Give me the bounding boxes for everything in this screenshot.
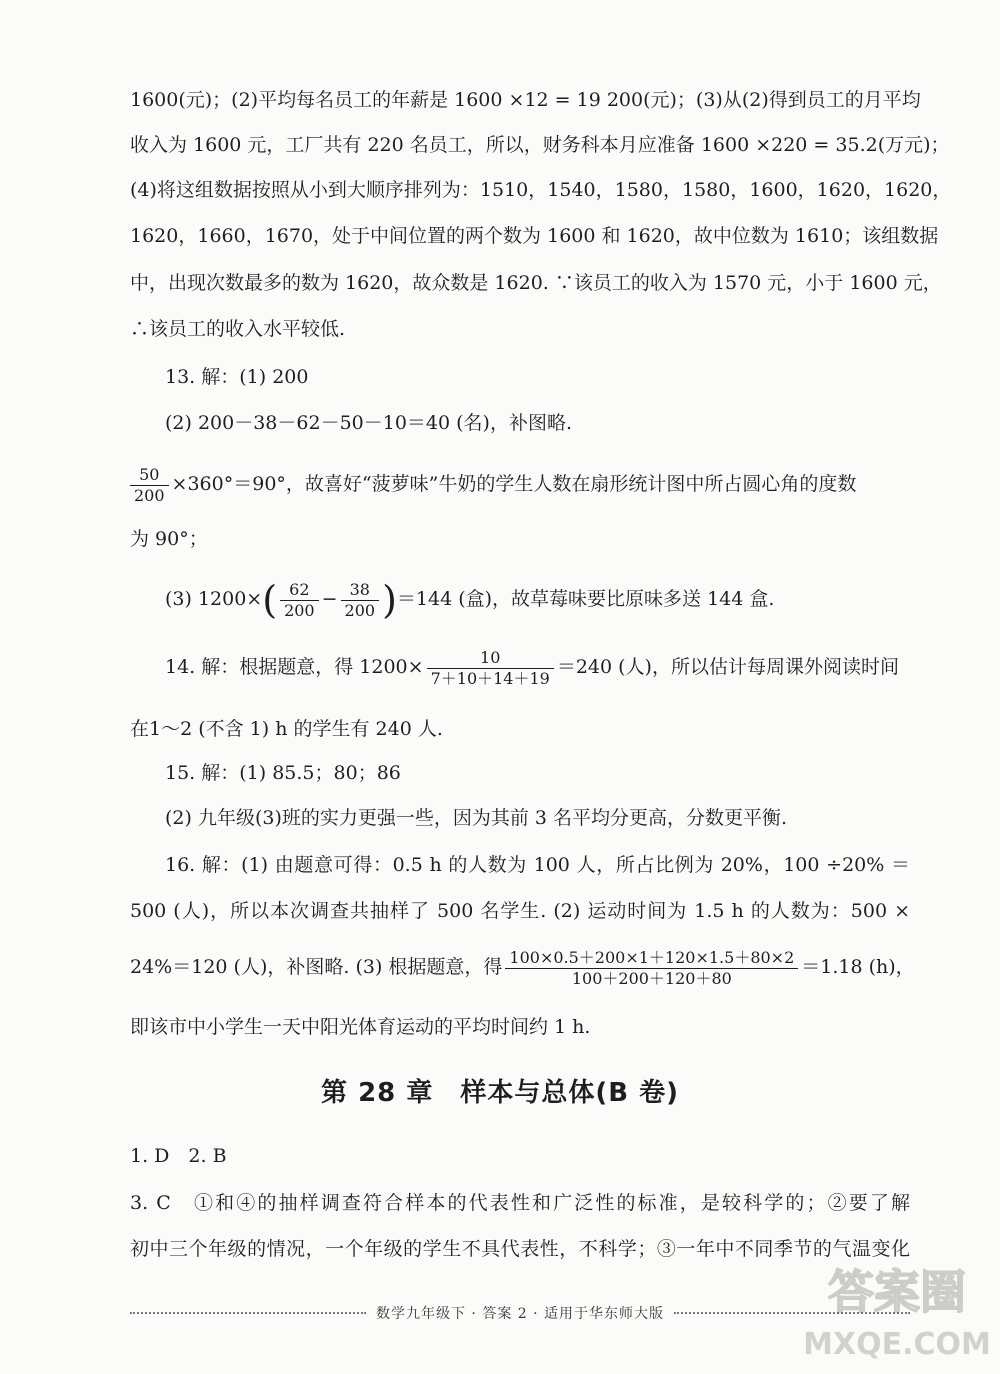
q13-heading: 13. 解：(1) 200 <box>165 366 309 388</box>
watermark-domain: MXQE.COM <box>803 1327 991 1362</box>
fraction: $\frac{100\times 0.5+200\times 1+120\times 1.5+80\times 2}{100+200+120+80}$ <box>505 948 798 989</box>
text-line: 即该市中小学生一天中阳光体育运动的平均时间约 1 h. <box>130 1016 591 1038</box>
text-line: 3. C ①和④的抽样调查符合样本的代表性和广泛性的标准，是较科学的；②要了解 <box>130 1192 910 1214</box>
text-line: 收入为 1600 元，工厂共有 220 名员工，所以，财务科本月应准备 1600 ×220 = 35.2(万元)； <box>130 134 950 156</box>
text-line: 在1～2 (不含 1) h 的学生有 240 人. <box>130 718 443 740</box>
text-line: 1600(元)；(2)平均每名员工的年薪是 1600 ×12 = 19 200(元)；(3)从(2)得到员工的月平均 <box>130 89 921 111</box>
b-answers: 1. D 2. B <box>130 1145 227 1167</box>
watermark-logo-icon <box>802 1246 992 1366</box>
q14-line: 14. 解：根据题意，得 1200× $\frac{10}{7+10+14+19}$ ＝240 (人)，所以估计每周课外阅读时间 <box>165 647 899 688</box>
q15-part2: (2) 九年级(3)班的实力更强一些，因为其前 3 名平均分更高，分数更平衡. <box>165 807 788 829</box>
q15-heading: 15. 解：(1) 85.5；80；86 <box>165 762 401 784</box>
text-line: 初中三个年级的情况，一个年级的学生不具代表性，不科学；③一年中不同季节的气温变化 <box>130 1238 910 1260</box>
q13-angle-line: $\frac{50}{200}$ ×360°＝90°，故喜好“菠萝味”牛奶的学生人数在扇形统计图中所占圆心角的度数 <box>130 463 910 506</box>
text-line: 为 90°； <box>130 528 208 550</box>
chapter-title: 第 28 章 样本与总体(B 卷) <box>321 1078 679 1108</box>
fraction: $\frac{38}{200}$ <box>341 580 380 621</box>
q13-part3: (3) 1200×( $\frac{62}{200}$ − $\frac{38}{200}$ )＝144 (盒)，故草莓味要比原味多送 144 盒. <box>165 578 775 622</box>
text-line: 500 (人)，所以本次调查共抽样了 500 名学生. (2) 运动时间为 1.5 h 的人数为：500 × <box>130 900 910 922</box>
text-line: (4)将这组数据按照从小到大顺序排列为：1510，1540，1580，1580，1600，1620，1620， <box>130 179 952 201</box>
q16-line: 16. 解：(1) 由题意可得：0.5 h 的人数为 100 人，所占比例为 20%，100 ÷20% ＝ <box>165 854 910 876</box>
text-line: 1620，1660，1670，处于中间位置的两个数为 1600 和 1620，故中位数为 1610；该组数据 <box>130 225 939 247</box>
watermark-text: 答案圈 <box>828 1265 966 1319</box>
text-line: 中，出现次数最多的数为 1620，故众数是 1620. ∵该员工的收入为 1570 元，小于 1600 元， <box>130 272 942 294</box>
fraction: $\frac{62}{200}$ <box>280 580 319 621</box>
text-line: ∴该员工的收入水平较低. <box>130 318 346 340</box>
footer-text: 数学九年级下 · 答案 2 · 适用于华东师大版 <box>375 1306 665 1322</box>
footer-divider <box>130 1312 366 1314</box>
q13-part2: (2) 200－38－62－50－10＝40 (名)，补图略. <box>165 412 573 434</box>
fraction: $\frac{10}{7+10+14+19}$ <box>427 648 554 689</box>
page-footer <box>130 1303 910 1323</box>
fraction: $\frac{50}{200}$ <box>130 465 169 506</box>
q16-formula-line: 24%＝120 (人)，补图略. (3) 根据题意，得 $\frac{100\times 0.5+200\times 1+120\times 1.5+80\times 2}{100+200+120+80}$ ＝1.18 (h)， <box>130 947 915 988</box>
